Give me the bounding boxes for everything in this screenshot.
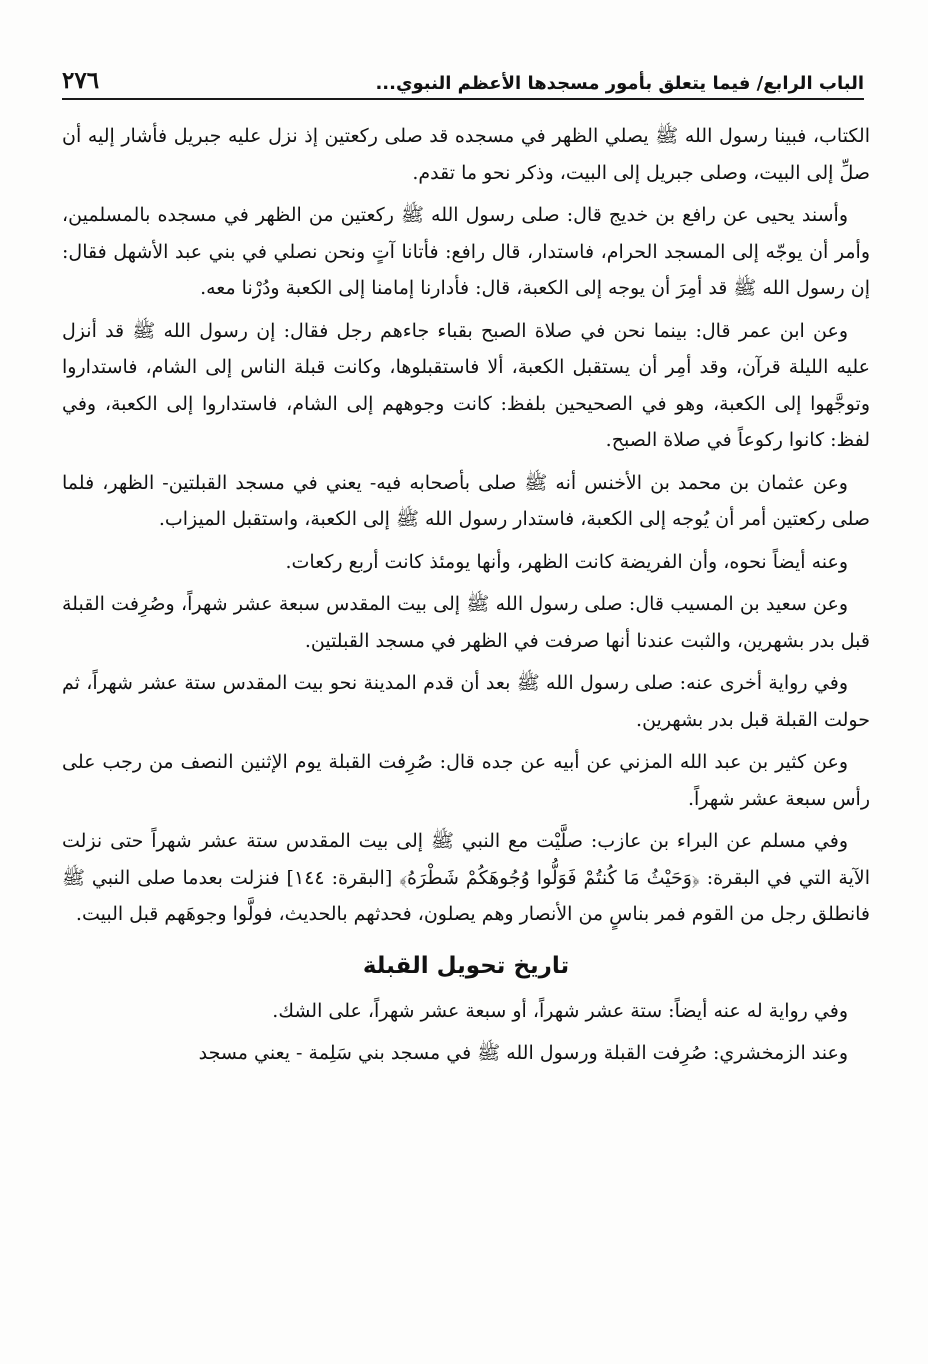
running-head: الباب الرابع/ فيما يتعلق بأمور مسجدها الأعظم النبوي... xyxy=(375,73,864,94)
paragraph: وعن سعيد بن المسيب قال: صلى رسول الله ﷺ إلى بيت المقدس سبعة عشر شهراً، وصُرِفت القبلة قبل بدر بشهرين، والثبت عندنا أنها صرفت في الظهر في مسجد القبلتين. xyxy=(62,593,870,652)
page-number: ٢٧٦ xyxy=(62,67,100,94)
paragraph: وعند الزمخشري: صُرِفت القبلة ورسول الله ﷺ في مسجد بني سَلِمة - يعني مسجد xyxy=(198,1042,848,1064)
paragraph: وفي رواية أخرى عنه: صلى رسول الله ﷺ بعد أن قدم المدينة نحو بيت المقدس ستة عشر شهراً، ثم حولت القبلة قبل بدر بشهرين. xyxy=(62,672,870,731)
paragraph: وعن عثمان بن محمد بن الأخنس أنه ﷺ صلى بأصحابه فيه- يعني في مسجد القبلتين- الظهر، فلما صلى ركعتين أمر أن يُوجه إلى الكعبة، فاستدار رسول الله ﷺ إلى الكعبة، واستقبل الميزاب. xyxy=(62,471,870,530)
page-body xyxy=(62,118,870,1078)
paragraph: وفي مسلم عن البراء بن عازب: صلَّيْت مع النبي ﷺ إلى بيت المقدس ستة عشر شهراً حتى نزلت الآية التي في البقرة: ﴿وَحَيْثُ مَا كُنتُمْ فَوَلُّوا وُجُوهَكُمْ شَطْرَهُ﴾ [البقرة: ١٤٤] فنزلت بعدما صلى النبي ﷺ فانطلق رجل من القوم فمر بناسٍ من الأنصار وهم يصلون، فحدثهم بالحديث، فولَّوا وجوهَهم قبل البيت. xyxy=(62,830,870,925)
paragraph: وعنه أيضاً نحوه، وأن الفريضة كانت الظهر، وأنها يومئذ كانت أربع ركعات. xyxy=(285,550,848,573)
page-header xyxy=(62,58,864,100)
paragraph: وعن ابن عمر قال: بينما نحن في صلاة الصبح بقباء جاءهم رجل فقال: إن رسول الله ﷺ قد أنزل عليه الليلة قرآن، وقد أمِر أن يستقبل الكعبة، ألا فاستقبلوها، وكانت قبلة الناس إلى الشام، فاستداروا وتوجَّهوا إلى الكعبة، وهو في الصحيحين بلفظ: كانت وجوههم إلى الشام، فاستداروا إلى الكعبة، وفي لفظ: كانوا ركوعاً في صلاة الصبح. xyxy=(62,319,870,451)
paragraph: وأسند يحيى عن رافع بن خديج قال: صلى رسول الله ﷺ ركعتين من الظهر في مسجده بالمسلمين، وأمر أن يوجّه إلى المسجد الحرام، فاستدار، قال رافع: فأتانا آتٍ ونحن نصلي في بني عبد الأشهل فقال: إن رسول الله ﷺ قد أمِرَ أن يوجه إلى الكعبة، قال: فأدارنا إمامنا إلى الكعبة ودُرْنا معه. xyxy=(62,204,870,299)
section-heading: تاريخ تحويل القبلة xyxy=(362,952,570,979)
paragraph: الكتاب، فبينا رسول الله ﷺ يصلي الظهر في مسجده قد صلى ركعتين إذ نزل عليه جبريل فأشار إليه أن صلِّ إلى البيت، وصلى جبريل إلى البيت، وذكر نحو ما تقدم. xyxy=(62,125,870,184)
paragraph: وفي رواية له عنه أيضاً: ستة عشر شهراً، أو سبعة عشر شهراً، على الشك. xyxy=(272,999,848,1022)
paragraph: وعن كثير بن عبد الله المزني عن أبيه عن جده قال: صُرِفت القبلة يوم الإثنين النصف من رجب على رأس سبعة عشر شهراً. xyxy=(62,751,870,810)
